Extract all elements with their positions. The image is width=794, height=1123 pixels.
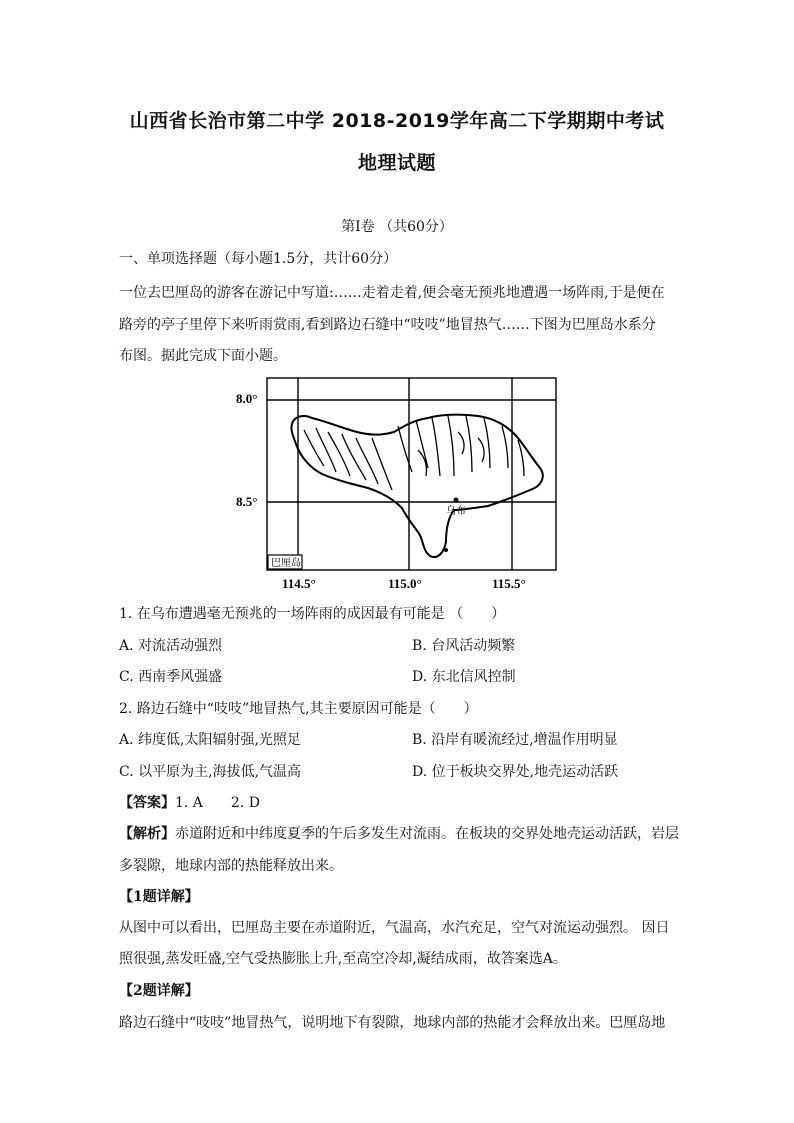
- q2-stem: 2. 路边石缝中“吱吱”地冒热气,其主要原因可能是（ ）: [119, 701, 478, 717]
- intro-line-1: 一位去巴厘岛的游客在游记中写道:……走着走着,便会毫无预兆地遭遇一场阵雨,于是便在: [119, 285, 665, 301]
- q2-option-a: A. 纬度低,太阳辐射强,光照足: [119, 732, 301, 748]
- q1-option-d: D. 东北信风控制: [412, 669, 516, 685]
- ubud-marker: [454, 498, 459, 503]
- answer-line: [119, 792, 260, 812]
- island-label: 巴厘岛: [271, 558, 301, 569]
- q2-option-c: C. 以平原为主,海拔低,气温高: [119, 764, 302, 780]
- q1-option-b: B. 台风活动频繁: [412, 638, 516, 654]
- analysis-line-1: [119, 823, 679, 843]
- detail1-line-2: 照很强,蒸发旺盛,空气受热膨胀上升,至高空冷却,凝结成雨，故答案选A。: [119, 951, 567, 967]
- part-header: 一、单项选择题（每小题1.5分，共计60分）: [119, 251, 398, 267]
- map-frame: [267, 378, 556, 570]
- answer-label: 【答案】: [119, 795, 175, 811]
- analysis-text-1: 赤道附近和中纬度夏季的午后多发生对流雨。在板块的交界处地壳运动活跃，岩层: [175, 826, 679, 842]
- answer-text: 1. A 2. D: [175, 795, 260, 811]
- detail1-line-1: 从图中可以看出，巴厘岛主要在赤道附近，气温高，水汽充足，空气对流运动强烈。 因日: [119, 920, 670, 936]
- title-line-1: 山西省长治市第二中学 2018-2019学年高二下学期期中考试: [129, 110, 665, 132]
- q2-option-d: D. 位于板块交界处,地壳运动活跃: [412, 764, 619, 780]
- analysis-label: 【解析】: [119, 826, 175, 842]
- lon-labels: [282, 576, 526, 591]
- detail2-line-1: 路边石缝中“吱吱”地冒热气，说明地下有裂隙，地球内部的热能才会释放出来。巴厘岛地: [119, 1015, 666, 1031]
- detail1-label: 【1题详解】: [119, 889, 199, 905]
- detail2-label: 【2题详解】: [119, 983, 199, 999]
- q1-stem: 1. 在乌布遭遇毫无预兆的一场阵雨的成因最有可能是 （ ）: [119, 606, 506, 622]
- title-line-2: 地理试题: [357, 152, 436, 174]
- q2-option-b: B. 沿岸有暖流经过,增温作用明显: [412, 732, 618, 748]
- section-header: 第I卷 （共60分）: [341, 219, 453, 235]
- lon-label-114-5: 114.5°: [282, 576, 316, 591]
- lat-labels: [236, 391, 257, 509]
- bali-drainage-map: [232, 372, 562, 594]
- intro-line-3: 布图。据此完成下面小题。: [119, 348, 287, 364]
- lat-label-8-0: 8.0°: [236, 391, 258, 406]
- ubud-label: 乌布: [446, 506, 466, 517]
- island-name-box: [268, 555, 302, 569]
- lon-label-115-5: 115.5°: [492, 576, 526, 591]
- q1-option-a: A. 对流活动强烈: [119, 638, 223, 654]
- intro-line-2: 路旁的亭子里停下来听雨赏雨,看到路边石缝中“吱吱”地冒热气……下图为巴厘岛水系分: [119, 317, 656, 333]
- analysis-line-2: 多裂隙，地球内部的热能释放出来。: [119, 858, 343, 874]
- lat-label-8-5: 8.5°: [236, 494, 258, 509]
- q1-option-c: C. 西南季风强盛: [119, 669, 223, 685]
- lon-label-115-0: 115.0°: [388, 576, 422, 591]
